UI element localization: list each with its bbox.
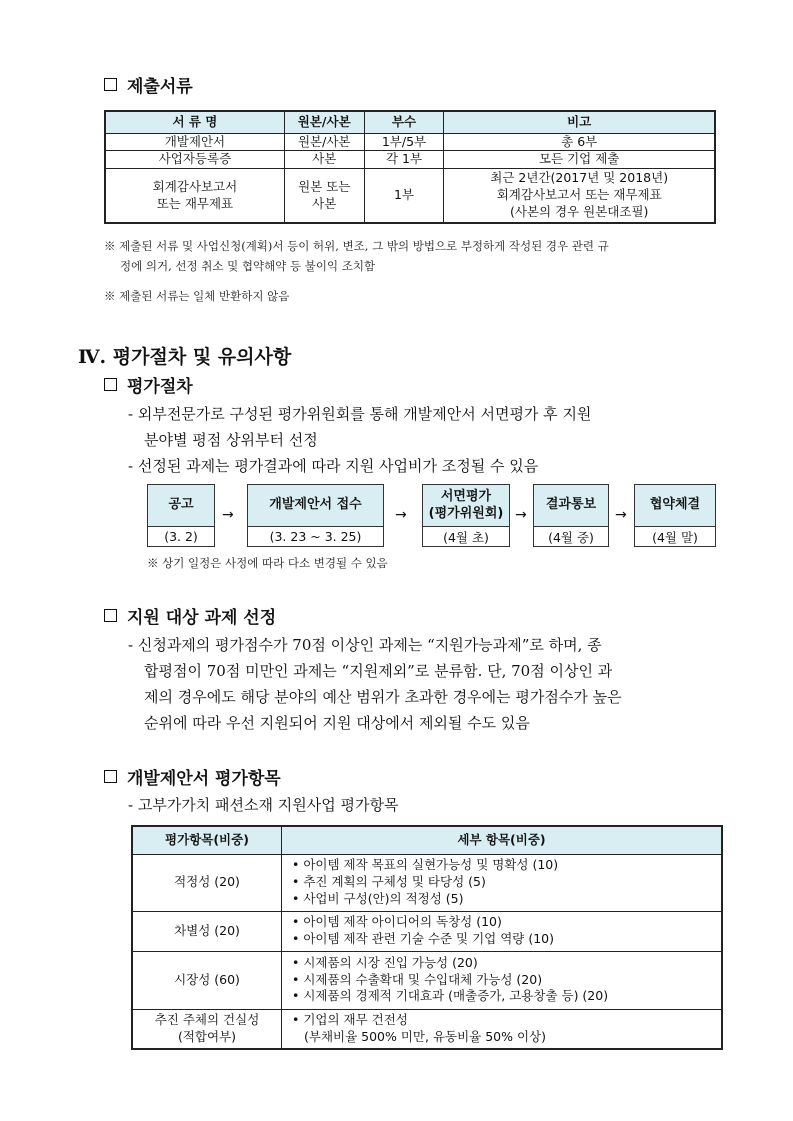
criteria-item: 차별성 (20) <box>132 911 282 951</box>
table-row <box>132 1009 722 1049</box>
table-row <box>105 151 715 169</box>
criteria-details <box>282 951 723 1009</box>
para-line: 분야별 평점 상위부터 선정 <box>144 431 318 449</box>
para-line: - 외부전문가로 구성된 평가위원회를 통해 개발제안서 서면평가 후 지원 <box>128 405 592 423</box>
docs-heading-text: 제출서류 <box>127 77 193 97</box>
selection-heading <box>104 603 276 628</box>
para-line: 제의 경우에도 해당 분야의 예산 범위가 초과한 경우에는 평가점수가 높은 <box>144 688 622 706</box>
checkbox-square-icon <box>104 609 117 622</box>
flow-step-date: (4월 말) <box>652 529 698 545</box>
docs-header-note: 비고 <box>444 111 715 133</box>
criteria-detail-line: • 시제품의 시장 진입 가능성 (20) <box>292 954 478 970</box>
doc-type-line: 사본 <box>312 195 337 211</box>
criteria-item-line: (적합여부) <box>177 1028 237 1044</box>
doc-name: 개발제안서 <box>105 133 284 151</box>
criteria-detail-line: • 추진 계획의 구체성 및 타당성 (5) <box>292 874 486 890</box>
flow-step-submission <box>247 484 384 547</box>
doc-type-line: 원본 또는 <box>298 178 351 194</box>
doc-name <box>105 169 284 223</box>
criteria-detail-line: • 기업의 재무 건전성 <box>292 1011 408 1027</box>
arrow-right-icon: → <box>222 507 234 523</box>
eval-proc-heading <box>104 372 193 397</box>
flow-step-date: (3. 23 ~ 3. 25) <box>269 529 362 544</box>
note-line: ※ 제출된 서류 및 사업신청(계획)서 등이 허위, 변조, 그 밖의 방법으로 부정하게 작성된 경우 관련 규 <box>104 239 609 253</box>
docs-note-1 <box>104 236 720 276</box>
doc-note: 총 6부 <box>444 133 715 151</box>
arrow-right-icon: → <box>515 507 527 523</box>
checkbox-square-icon <box>104 770 117 783</box>
criteria-details <box>282 854 723 911</box>
criteria-item <box>132 1009 282 1049</box>
arrow-right-icon: → <box>615 507 627 523</box>
section-title: Ⅳ. 평가절차 및 유의사항 <box>78 346 292 368</box>
criteria-detail-line: • 사업비 구성(안)의 적정성 (5) <box>292 890 464 906</box>
criteria-detail-line: • 시제품의 수출확대 및 수입대체 가능성 (20) <box>292 971 543 987</box>
docs-note-2: ※ 제출된 서류는 일체 반환하지 않음 <box>104 289 290 303</box>
checkbox-square-icon <box>104 378 117 391</box>
doc-name-line: 회계감사보고서 <box>152 178 238 194</box>
criteria-detail-line: • 시제품의 경제적 기대효과 (매출증가, 고용창출 등) (20) <box>292 988 609 1004</box>
flow-step-date: (4월 중) <box>548 529 594 545</box>
criteria-header-detail: 세부 항목(비중) <box>282 826 723 854</box>
doc-copies: 1부/5부 <box>364 133 444 151</box>
flow-step-title-line: (평가위원회) <box>428 505 504 521</box>
doc-note: 모든 기업 제출 <box>444 151 715 169</box>
criteria-item: 시장성 (60) <box>132 951 282 1009</box>
criteria-table <box>131 825 723 1050</box>
doc-type: 사본 <box>284 151 364 169</box>
doc-name-line: 또는 재무제표 <box>156 195 234 211</box>
criteria-heading-text: 개발제안서 평가항목 <box>127 769 281 789</box>
flow-step-title-line: 서면평가 <box>440 488 492 504</box>
para-line: 순위에 따라 우선 지원되어 지원 대상에서 제외될 수도 있음 <box>144 714 530 732</box>
flow-step-title: 협약체결 <box>635 485 715 527</box>
criteria-detail-line: • 아이템 제작 아이디어의 독창성 (10) <box>292 914 502 930</box>
table-row <box>132 951 722 1009</box>
note-line: 정에 의거, 선정 취소 및 협약해약 등 불이익 조치함 <box>120 259 376 274</box>
doc-note-line: (사본의 경우 원본대조필) <box>509 203 649 219</box>
flow-step-announce <box>147 484 215 547</box>
selection-paragraph <box>128 632 720 736</box>
docs-table <box>104 110 716 224</box>
flow-step-title: 결과통보 <box>534 485 608 527</box>
flow-step-date: (3. 2) <box>164 529 198 544</box>
docs-header-copies: 부수 <box>364 111 444 133</box>
criteria-item-line: 추진 주체의 건실성 <box>154 1011 260 1027</box>
arrow-right-icon: → <box>395 507 407 523</box>
flow-step-title: 개발제안서 접수 <box>248 485 383 527</box>
flow-step-agreement <box>634 484 716 547</box>
schedule-note: ※ 상기 일정은 사정에 따라 다소 변경될 수 있음 <box>147 556 388 570</box>
eval-proc-paragraph <box>128 401 720 479</box>
docs-heading <box>104 72 193 97</box>
criteria-item: 적정성 (20) <box>132 854 282 911</box>
criteria-detail-line: • 아이템 제작 목표의 실현가능성 및 명확성 (10) <box>292 857 559 873</box>
table-row <box>132 911 722 951</box>
docs-header-type: 원본/사본 <box>284 111 364 133</box>
flow-step-date: (4월 초) <box>443 529 489 545</box>
doc-copies: 각 1부 <box>364 151 444 169</box>
flow-step-title: 공고 <box>148 485 214 527</box>
table-row <box>105 169 715 223</box>
table-row <box>105 133 715 151</box>
doc-note-line: 최근 2년간(2017년 및 2018년) <box>490 170 669 186</box>
docs-header-name: 서 류 명 <box>105 111 284 133</box>
selection-heading-text: 지원 대상 과제 선정 <box>127 608 277 628</box>
doc-name: 사업자등록증 <box>105 151 284 169</box>
doc-copies: 1부 <box>364 169 444 223</box>
flow-step-result <box>533 484 609 547</box>
criteria-heading <box>104 764 281 789</box>
criteria-details <box>282 1009 723 1049</box>
flow-step-review <box>422 484 510 547</box>
criteria-detail-line: (부채비율 500% 미만, 유동비율 50% 이상) <box>304 1028 547 1044</box>
para-line: 합평점이 70점 미만인 과제는 “지원제외”로 분류함. 단, 70점 이상인 과 <box>144 662 613 680</box>
flow-step-title <box>423 485 509 527</box>
criteria-detail-line: • 아이템 제작 관련 기술 수준 및 기업 역량 (10) <box>292 931 554 946</box>
doc-type: 원본/사본 <box>284 133 364 151</box>
para-line: - 신청과제의 평가점수가 70점 이상인 과제는 “지원가능과제”로 하며, 종 <box>128 636 602 654</box>
doc-note <box>444 169 715 223</box>
criteria-intro: - 고부가가치 패션소재 지원사업 평가항목 <box>128 796 399 814</box>
doc-type <box>284 169 364 223</box>
criteria-details <box>282 911 723 951</box>
doc-note-line: 회계감사보고서 또는 재무제표 <box>496 187 662 203</box>
criteria-header-item: 평가항목(비중) <box>132 826 282 854</box>
checkbox-square-icon <box>104 78 117 91</box>
para-line: - 선정된 과제는 평가결과에 따라 지원 사업비가 조정될 수 있음 <box>128 457 539 475</box>
table-row <box>132 854 722 911</box>
eval-proc-heading-text: 평가절차 <box>127 377 193 397</box>
